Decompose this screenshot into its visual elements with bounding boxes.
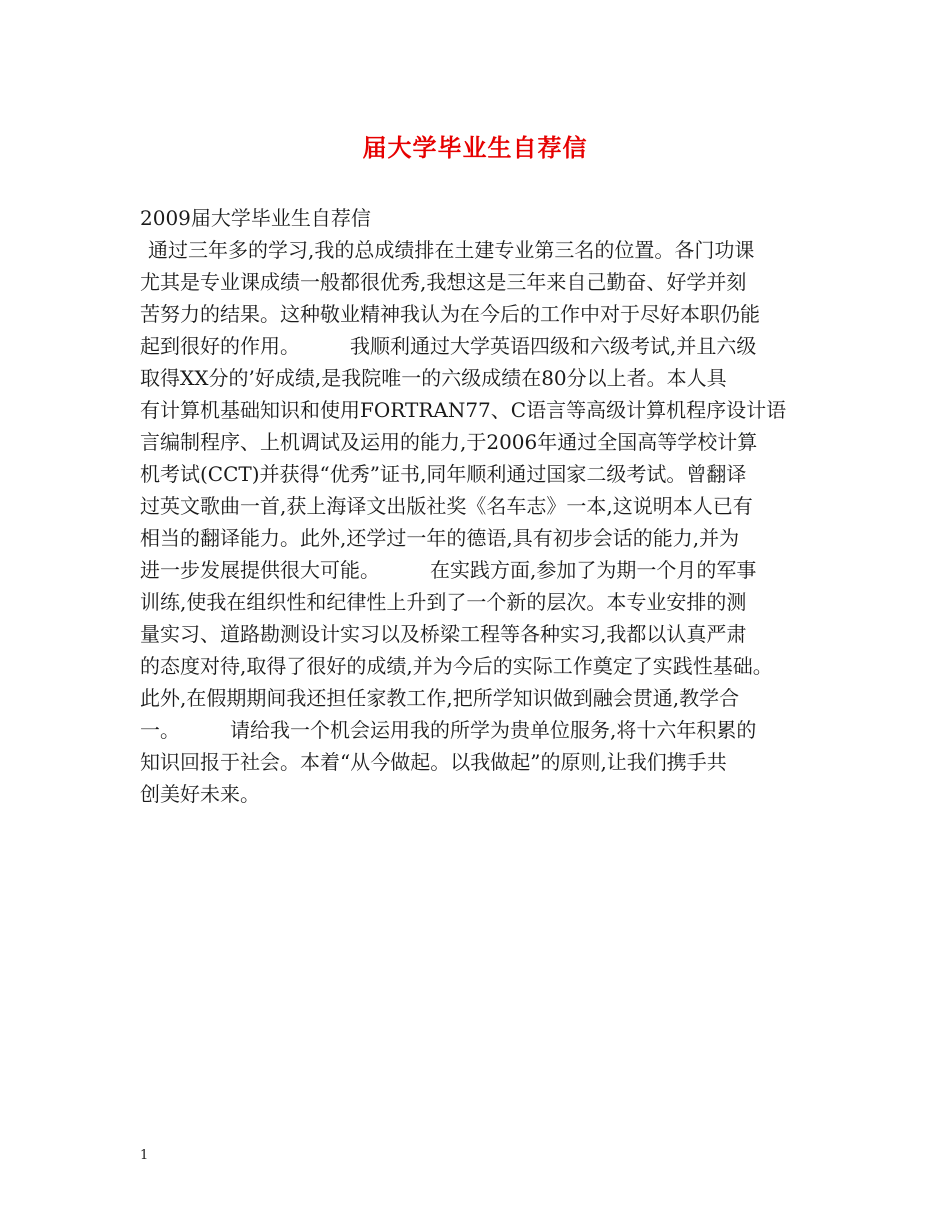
page-number: 1 [140, 1148, 149, 1163]
letter-body [140, 202, 820, 810]
body-line: 2009届大学毕业生自荐信 [140, 206, 371, 230]
body-line: 此外,在假期期间我还担任家教工作,把所学知识做到融会贯通,教学合 [140, 686, 740, 710]
body-line: 通过三年多的学习,我的总成绩排在土建专业第三名的位置。各门功课 [148, 238, 755, 262]
body-line: 训练,使我在组织性和纪律性上升到了一个新的层次。本专业安排的测 [140, 590, 747, 614]
body-line: 的态度对待,取得了很好的成绩,并为今后的实际工作奠定了实践性基础。 [140, 654, 773, 678]
body-line: 相当的翻译能力。此外,还学过一年的德语,具有初步会话的能力,并为 [140, 526, 740, 550]
body-line: 进一步发展提供很大可能。 在实践方面,参加了为期一个月的军事 [140, 558, 757, 582]
body-line: 创美好未来。 [140, 782, 260, 806]
body-line: 一。 请给我一个机会运用我的所学为贵单位服务,将十六年积累的 [140, 718, 757, 742]
body-line: 尤其是专业课成绩一般都很优秀,我想这是三年来自己勤奋、好学并刻 [140, 270, 747, 294]
body-line: 言编制程序、上机调试及运用的能力,于2006年通过全国高等学校计算 [140, 430, 758, 454]
body-line: 量实习、道路勘测设计实习以及桥梁工程等各种实习,我都以认真严肃 [140, 622, 747, 646]
body-line: 机考试(CCT)并获得“优秀”证书,同年顺利通过国家二级考试。曾翻译 [140, 462, 747, 486]
body-line: 苦努力的结果。这种敬业精神我认为在今后的工作中对于尽好本职仍能 [140, 302, 760, 326]
body-line: 知识回报于社会。本着“从今做起。以我做起”的原则,让我们携手共 [140, 750, 727, 774]
body-line: 有计算机基础知识和使用FORTRAN77、C语言等高级计算机程序设计语 [140, 398, 787, 422]
body-line: 取得XX分的’好成绩,是我院唯一的六级成绩在80分以上者。本人具 [140, 366, 727, 390]
body-line: 起到很好的作用。 我顺利通过大学英语四级和六级考试,并且六级 [140, 334, 757, 358]
document-title: 届大学毕业生自荐信 [362, 134, 588, 162]
body-line: 过英文歌曲一首,获上海译文出版社奖《名车志》一本,这说明本人已有 [140, 494, 753, 518]
